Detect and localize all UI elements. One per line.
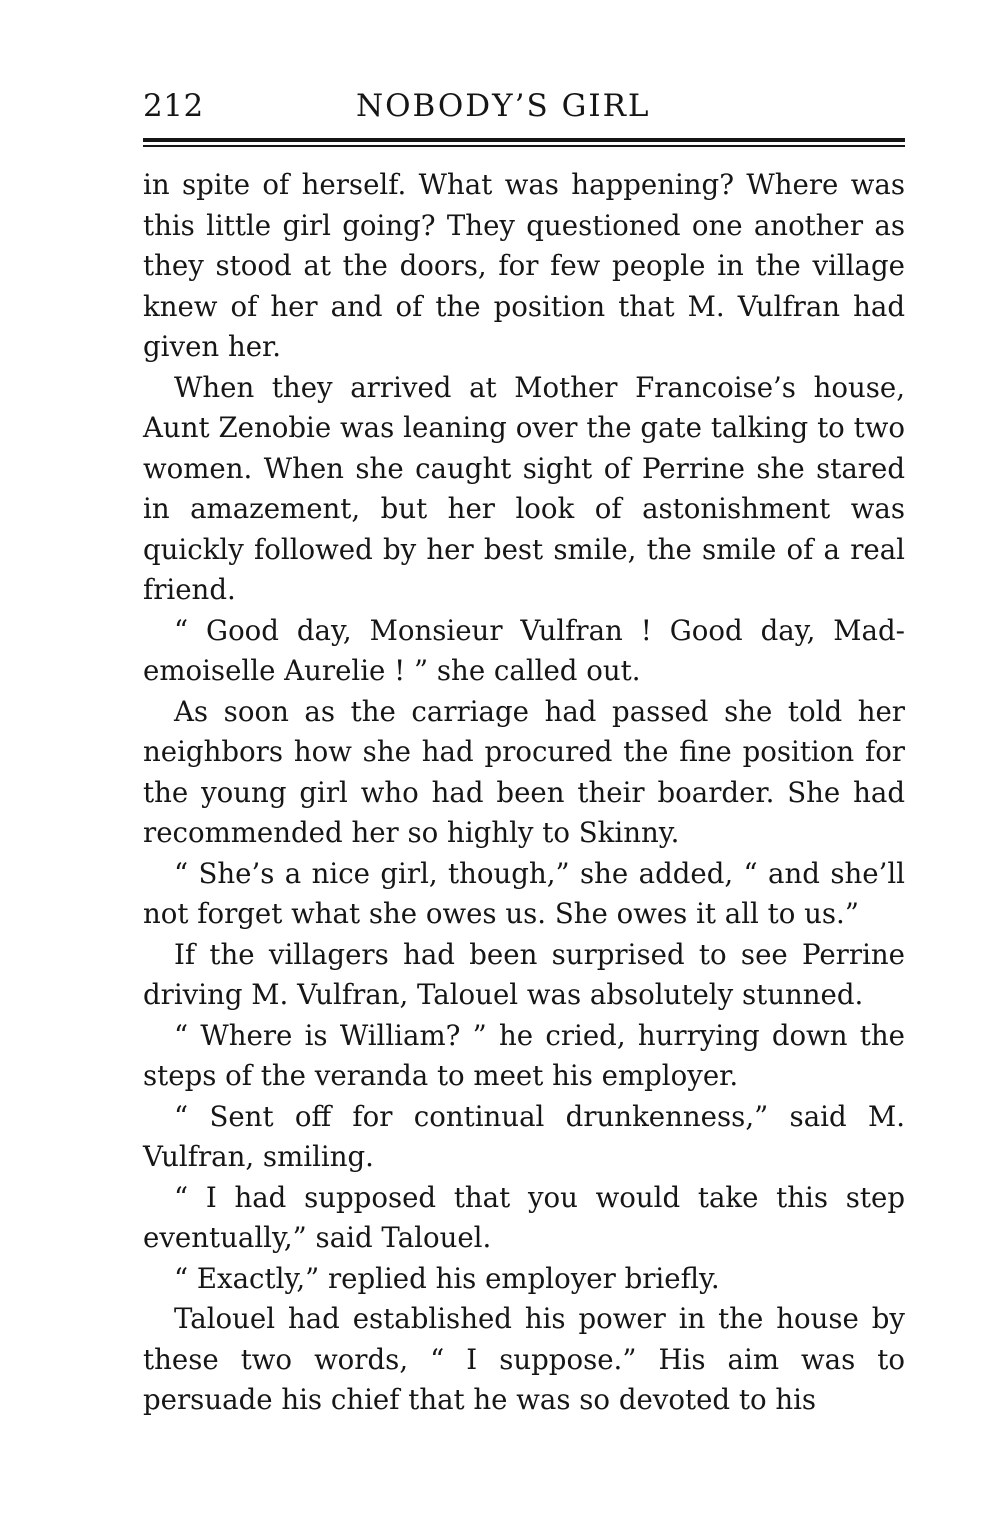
paragraph: “ She’s a nice girl, though,” she added, “ and she’ll not forget what she owes us. She owes it all to us.” <box>143 856 905 930</box>
header-rule-thin <box>143 145 905 147</box>
page-number: 212 <box>143 88 204 124</box>
paragraph: If the villagers had been surprised to see Perrine driving M. Vulfran, Talouel was absolutely stunned. <box>143 937 905 1011</box>
paragraph: Talouel had established his power in the house by these two words, “ I suppose.” His aim was to persuade his chief that he was so devoted to his <box>143 1302 905 1416</box>
body-text <box>143 165 905 1421</box>
paragraph: When they arrived at Mother Francoise’s house, Aunt Zenobie was leaning over the gate talking to two women. When she caught sight of Perrine she stared in amazement, but her look of astonishment was quickly followed by her best smile, the smile of a real friend. <box>143 370 905 606</box>
header-rule-thick <box>143 138 905 142</box>
page-header <box>143 86 905 134</box>
running-title: NOBODY’S GIRL <box>356 88 651 124</box>
paragraph: in spite of herself. What was happening? Where was this little girl going? They questioned one another as they stood at the doors, for few people in the village knew of her and of the position that M. Vulfran had given her. <box>143 168 905 363</box>
paragraph: “ Sent off for continual drunkenness,” said M. Vulfran, smiling. <box>143 1099 905 1173</box>
paragraph: “ Where is William? ” he cried, hurrying down the steps of the veranda to meet his employer. <box>143 1018 905 1092</box>
paragraph: “ I had supposed that you would take this step eventually,” said Talouel. <box>143 1180 905 1254</box>
paragraph: “ Good day, Monsieur Vulfran ! Good day, Mademoiselle Aurelie ! ” she called out. <box>143 613 905 687</box>
paragraph: As soon as the carriage had passed she told her neighbors how she had procured the fine position for the young girl who had been their boarder. She had recommended her so highly to Skinny. <box>143 694 905 849</box>
paragraph: “ Exactly,” replied his employer briefly. <box>174 1261 720 1295</box>
